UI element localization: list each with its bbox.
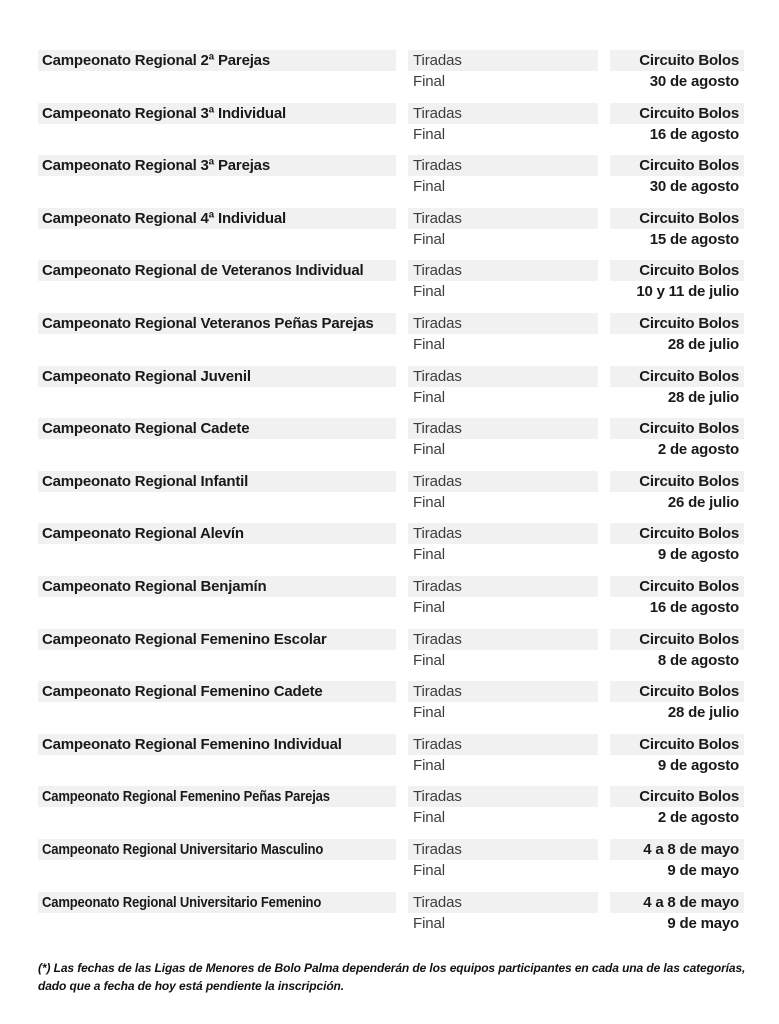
championship-name-cell — [38, 892, 396, 913]
stage-value: 28 de julio — [667, 388, 739, 406]
schedule-group — [38, 629, 744, 671]
tiradas-row — [38, 629, 744, 650]
championship-name: Campeonato Regional Femenino Peñas Parejas — [42, 788, 330, 806]
championship-name-cell — [38, 786, 396, 807]
stage-label: Tiradas — [408, 681, 598, 702]
stage-label: Final — [413, 335, 446, 353]
final-row — [38, 492, 744, 513]
stage-value: 16 de agosto — [649, 125, 739, 143]
championship-name-spacer — [38, 807, 396, 828]
championship-name-spacer — [38, 71, 396, 92]
stage-value: 9 de mayo — [667, 914, 739, 932]
stage-label: Tiradas — [408, 103, 598, 124]
stage-value: 15 de agosto — [649, 230, 739, 248]
final-row — [38, 124, 744, 145]
tiradas-row — [38, 786, 744, 807]
stage-label: Final — [413, 230, 446, 248]
stage-label: Tiradas — [408, 260, 598, 281]
final-row — [38, 913, 744, 934]
tiradas-row — [38, 576, 744, 597]
schedule-group — [38, 208, 744, 250]
stage-label: Tiradas — [408, 523, 598, 544]
final-row — [38, 334, 744, 355]
stage-label: Final — [413, 546, 446, 564]
stage-value: Circuito Bolos — [610, 418, 744, 439]
championship-name: Campeonato Regional Benjamín — [42, 577, 267, 595]
stage-value: Circuito Bolos — [610, 786, 744, 807]
championship-name-spacer — [38, 597, 396, 618]
stage-value: 9 de mayo — [667, 861, 739, 879]
stage-value: 2 de agosto — [657, 809, 739, 827]
championship-name-spacer — [38, 650, 396, 671]
final-row — [38, 860, 744, 881]
stage-value: Circuito Bolos — [610, 471, 744, 492]
championship-name: Campeonato Regional Femenino Escolar — [42, 630, 327, 648]
schedule-group — [38, 313, 744, 355]
stage-label: Final — [413, 809, 446, 827]
stage-value: Circuito Bolos — [610, 208, 744, 229]
championship-name-spacer — [38, 913, 396, 934]
stage-value: Circuito Bolos — [610, 366, 744, 387]
championship-name-cell — [38, 681, 396, 702]
championship-name-spacer — [38, 439, 396, 460]
final-row — [38, 387, 744, 408]
championship-name: Campeonato Regional 2ª Parejas — [42, 52, 270, 69]
championship-name: Campeonato Regional Universitario Masculino — [42, 840, 324, 858]
tiradas-row — [38, 208, 744, 229]
final-row — [38, 71, 744, 92]
tiradas-row — [38, 471, 744, 492]
championship-name-spacer — [38, 755, 396, 776]
championship-name-cell — [38, 576, 396, 597]
stage-value: Circuito Bolos — [610, 313, 744, 334]
final-row — [38, 281, 744, 302]
tiradas-row — [38, 418, 744, 439]
championship-name-cell — [38, 260, 396, 281]
championship-name-spacer — [38, 124, 396, 145]
stage-value: 10 y 11 de julio — [636, 283, 739, 301]
championship-name: Campeonato Regional Femenino Cadete — [42, 683, 323, 701]
championship-name: Campeonato Regional Cadete — [42, 420, 250, 438]
tiradas-row — [38, 260, 744, 281]
stage-value: Circuito Bolos — [610, 260, 744, 281]
stage-value: Circuito Bolos — [610, 576, 744, 597]
stage-value: Circuito Bolos — [610, 681, 744, 702]
stage-value: Circuito Bolos — [610, 734, 744, 755]
championship-name: Campeonato Regional Alevín — [42, 525, 244, 543]
stage-label: Final — [413, 493, 446, 511]
championship-name: Campeonato Regional Universitario Femenino — [42, 893, 322, 911]
championship-name-cell — [38, 839, 396, 860]
stage-label: Tiradas — [408, 208, 598, 229]
final-row — [38, 650, 744, 671]
championship-name-cell — [38, 313, 396, 334]
schedule-group — [38, 50, 744, 92]
schedule-group — [38, 260, 744, 302]
schedule-group — [38, 418, 744, 460]
stage-value: 4 a 8 de mayo — [610, 892, 744, 913]
stage-label: Tiradas — [408, 892, 598, 913]
final-row — [38, 597, 744, 618]
championship-name: Campeonato Regional Infantil — [42, 472, 249, 490]
stage-label: Tiradas — [408, 629, 598, 650]
championship-name: Campeonato Regional 4ª Individual — [42, 209, 286, 227]
championship-name-spacer — [38, 702, 396, 723]
stage-value: Circuito Bolos — [610, 629, 744, 650]
schedule-group — [38, 155, 744, 197]
stage-value: 26 de julio — [667, 493, 739, 511]
championship-name-spacer — [38, 860, 396, 881]
championship-name-cell — [38, 418, 396, 439]
tiradas-row — [38, 734, 744, 755]
schedule-group — [38, 786, 744, 828]
championship-name: Campeonato Regional Femenino Individual — [42, 735, 342, 753]
stage-label: Tiradas — [408, 155, 598, 176]
championship-name-spacer — [38, 334, 396, 355]
stage-value: 8 de agosto — [657, 651, 739, 669]
tiradas-row — [38, 313, 744, 334]
schedule-group — [38, 892, 744, 934]
championship-name-cell — [38, 523, 396, 544]
championship-name: Campeonato Regional Juvenil — [42, 367, 251, 385]
stage-label: Tiradas — [408, 734, 598, 755]
stage-label: Tiradas — [408, 576, 598, 597]
championship-name: Campeonato Regional Veteranos Peñas Parejas — [42, 314, 374, 332]
stage-label: Tiradas — [408, 366, 598, 387]
stage-value: 28 de julio — [667, 335, 739, 353]
tiradas-row — [38, 366, 744, 387]
championship-name-cell — [38, 155, 396, 176]
stage-value: Circuito Bolos — [610, 523, 744, 544]
stage-label: Tiradas — [408, 471, 598, 492]
tiradas-row — [38, 839, 744, 860]
championship-name: Campeonato Regional de Veteranos Individual — [42, 262, 364, 280]
schedule-group — [38, 523, 744, 565]
championship-name-spacer — [38, 176, 396, 197]
tiradas-row — [38, 103, 744, 124]
stage-label: Final — [413, 756, 446, 774]
final-row — [38, 439, 744, 460]
final-row — [38, 544, 744, 565]
footnote: (*) Las fechas de las Ligas de Menores de Bolo Palma dependerán de los equipos participantes en cada una de las categorías, dado que a fecha de hoy está pendiente la inscripción. — [38, 961, 746, 993]
stage-label: Final — [413, 441, 446, 459]
stage-label: Final — [413, 651, 446, 669]
schedule-table — [38, 50, 744, 944]
final-row — [38, 176, 744, 197]
tiradas-row — [38, 523, 744, 544]
tiradas-row — [38, 50, 744, 71]
stage-value: Circuito Bolos — [610, 155, 744, 176]
stage-label: Final — [413, 704, 446, 722]
final-row — [38, 755, 744, 776]
championship-name-cell — [38, 734, 396, 755]
championship-name-spacer — [38, 387, 396, 408]
championship-name-cell — [38, 50, 396, 71]
stage-label: Final — [413, 914, 446, 932]
stage-value: 4 a 8 de mayo — [610, 839, 744, 860]
tiradas-row — [38, 892, 744, 913]
championship-name-spacer — [38, 229, 396, 250]
schedule-group — [38, 576, 744, 618]
championship-name-cell — [38, 208, 396, 229]
schedule-group — [38, 471, 744, 513]
schedule-group — [38, 839, 744, 881]
stage-label: Final — [413, 598, 446, 616]
stage-label: Final — [413, 283, 446, 301]
stage-value: 9 de agosto — [657, 546, 739, 564]
stage-value: Circuito Bolos — [610, 103, 744, 124]
championship-name-spacer — [38, 281, 396, 302]
stage-label: Final — [413, 178, 446, 196]
championship-name-spacer — [38, 544, 396, 565]
stage-value: 30 de agosto — [649, 178, 739, 196]
stage-label: Tiradas — [408, 786, 598, 807]
stage-label: Tiradas — [408, 839, 598, 860]
stage-value: 2 de agosto — [657, 441, 739, 459]
schedule-group — [38, 734, 744, 776]
tiradas-row — [38, 681, 744, 702]
stage-label: Final — [413, 125, 446, 143]
championship-name: Campeonato Regional 3ª Parejas — [42, 157, 270, 175]
final-row — [38, 229, 744, 250]
stage-value: 30 de agosto — [649, 73, 739, 90]
stage-label: Tiradas — [408, 418, 598, 439]
schedule-group — [38, 681, 744, 723]
schedule-group — [38, 366, 744, 408]
stage-label: Tiradas — [408, 313, 598, 334]
stage-label: Final — [413, 861, 446, 879]
stage-value: Circuito Bolos — [610, 50, 744, 71]
final-row — [38, 702, 744, 723]
stage-value: 16 de agosto — [649, 598, 739, 616]
championship-name-spacer — [38, 492, 396, 513]
final-row — [38, 807, 744, 828]
stage-label: Tiradas — [408, 50, 598, 71]
stage-value: 9 de agosto — [657, 756, 739, 774]
championship-name-cell — [38, 103, 396, 124]
schedule-group — [38, 103, 744, 145]
championship-name: Campeonato Regional 3ª Individual — [42, 104, 286, 122]
tiradas-row — [38, 155, 744, 176]
championship-name-cell — [38, 471, 396, 492]
championship-name-cell — [38, 629, 396, 650]
stage-label: Final — [413, 73, 446, 90]
stage-label: Final — [413, 388, 446, 406]
championship-name-cell — [38, 366, 396, 387]
stage-value: 28 de julio — [667, 704, 739, 722]
